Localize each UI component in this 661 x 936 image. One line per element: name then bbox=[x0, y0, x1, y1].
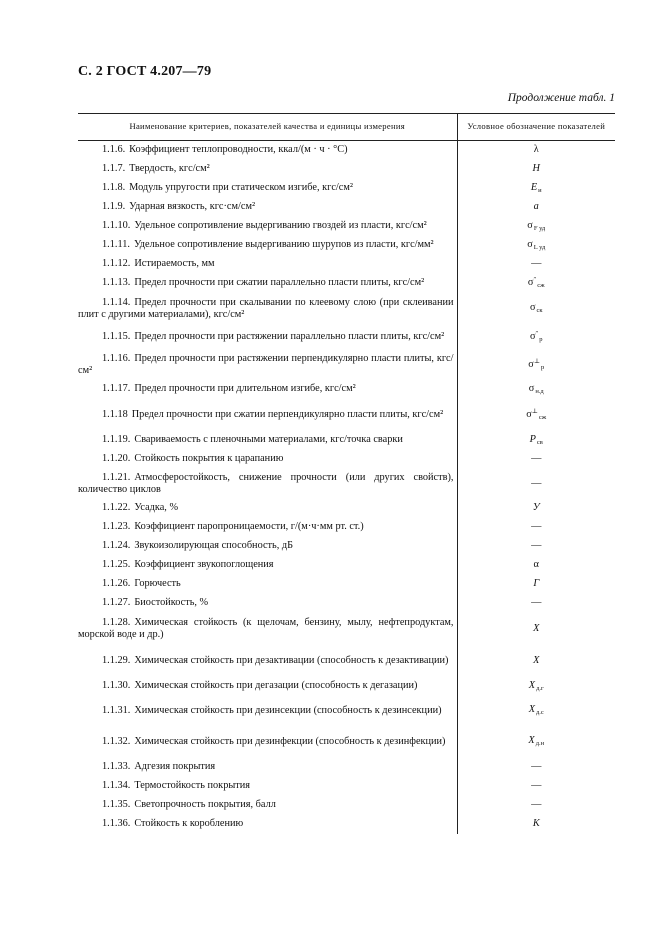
table-row bbox=[78, 518, 615, 537]
symbol-superscript: ⊥ bbox=[533, 357, 540, 365]
criterion-label: Звукоизолирующая способность, дБ bbox=[134, 540, 294, 552]
criterion-cell bbox=[78, 450, 457, 469]
criterion-number: 1.1.15. bbox=[102, 331, 131, 343]
criterion-text bbox=[78, 761, 454, 773]
criterion-text bbox=[78, 780, 454, 792]
symbol-base: a bbox=[533, 201, 539, 213]
symbol-value bbox=[534, 559, 539, 571]
symbol-cell bbox=[457, 537, 615, 556]
symbol-cell bbox=[457, 777, 615, 796]
criterion-cell bbox=[78, 236, 457, 255]
symbol-value bbox=[529, 680, 544, 692]
symbol-cell bbox=[457, 160, 615, 179]
symbol-value bbox=[531, 799, 541, 811]
symbol-cell bbox=[457, 217, 615, 236]
symbol-subscript: д.н bbox=[535, 740, 545, 748]
page-header: С. 2 ГОСТ 4.207—79 bbox=[78, 64, 212, 79]
criterion-cell bbox=[78, 594, 457, 613]
table-row bbox=[78, 274, 615, 293]
table-row bbox=[78, 350, 615, 380]
criterion-number: 1.1.25. bbox=[102, 559, 131, 571]
criterion-label: Твердость, кгс/см² bbox=[129, 163, 210, 175]
symbol-subscript: н.д bbox=[535, 387, 544, 395]
criterion-label: Светопрочность покрытия, балл bbox=[134, 799, 276, 811]
symbol-base: σ bbox=[529, 302, 536, 314]
criterion-label: Коэффициент звукопоглощения bbox=[134, 559, 274, 571]
symbol-cell bbox=[457, 325, 615, 350]
symbol-base: — bbox=[531, 799, 542, 811]
criterion-label: Предел прочности при скалывании по клеевому слою (при склеивании плит с другими материалами), кгс/см² bbox=[78, 296, 454, 320]
symbol-subscript: р bbox=[539, 336, 543, 344]
criterion-cell bbox=[78, 293, 457, 325]
symbol-value bbox=[530, 330, 543, 343]
criterion-cell bbox=[78, 726, 457, 758]
criterion-cell bbox=[78, 677, 457, 696]
symbol-cell bbox=[457, 518, 615, 537]
table-row bbox=[78, 613, 615, 645]
criterion-number: 1.1.21. bbox=[102, 471, 131, 483]
symbol-value bbox=[531, 761, 541, 773]
criterion-text bbox=[78, 799, 454, 811]
criterion-cell bbox=[78, 325, 457, 350]
symbol-cell bbox=[457, 431, 615, 450]
criterion-label: Коэффициент теплопроводности, ккал/(м · ч · °С) bbox=[129, 144, 348, 156]
symbol-cell bbox=[457, 726, 615, 758]
symbol-base: — bbox=[531, 477, 542, 489]
symbol-subscript: ск bbox=[536, 307, 543, 315]
symbol-value bbox=[531, 478, 541, 490]
criterion-text bbox=[78, 297, 454, 320]
symbol-superscript: ″ bbox=[535, 330, 539, 338]
criterion-cell bbox=[78, 815, 457, 834]
symbol-cell bbox=[457, 380, 615, 399]
symbol-cell bbox=[457, 796, 615, 815]
criterion-text bbox=[78, 502, 454, 514]
criterion-text bbox=[78, 453, 454, 465]
criterion-text bbox=[78, 540, 454, 552]
symbol-cell bbox=[457, 141, 615, 160]
symbol-cell bbox=[457, 575, 615, 594]
symbol-subscript: д.г bbox=[536, 684, 544, 692]
criterion-label: Химическая стойкость при дезинфекции (способность к дезинфекции) bbox=[134, 735, 446, 747]
criterion-text bbox=[78, 409, 454, 421]
symbol-cell bbox=[457, 499, 615, 518]
criterion-number: 1.1.18 bbox=[102, 408, 128, 420]
criterion-text bbox=[78, 182, 454, 194]
criterion-cell bbox=[78, 518, 457, 537]
table-row bbox=[78, 325, 615, 350]
symbol-value bbox=[531, 597, 541, 609]
criterion-number: 1.1.20. bbox=[102, 453, 131, 465]
criterion-label: Предел прочности при растяжении параллельно пласти плиты, кгс/см² bbox=[134, 331, 445, 343]
symbol-cell bbox=[457, 293, 615, 325]
symbol-subscript: F уд bbox=[533, 224, 546, 232]
symbol-base: σ bbox=[527, 277, 534, 289]
symbol-cell bbox=[457, 758, 615, 777]
criterion-text bbox=[78, 163, 454, 175]
criterion-number: 1.1.30. bbox=[102, 680, 131, 692]
criterion-cell bbox=[78, 758, 457, 777]
table-row bbox=[78, 796, 615, 815]
criterion-label: Усадка, % bbox=[134, 502, 179, 514]
symbol-base: — bbox=[531, 597, 542, 609]
criterion-number: 1.1.7. bbox=[102, 163, 126, 175]
criterion-cell bbox=[78, 160, 457, 179]
symbol-base: Г bbox=[533, 578, 540, 590]
table-row bbox=[78, 198, 615, 217]
symbol-cell bbox=[457, 236, 615, 255]
symbol-base: λ bbox=[533, 144, 539, 156]
criterion-cell bbox=[78, 431, 457, 450]
criterion-text bbox=[78, 521, 454, 533]
criterion-label: Горючесть bbox=[134, 578, 181, 590]
symbol-base: X bbox=[528, 704, 535, 716]
symbol-cell bbox=[457, 179, 615, 198]
table-row bbox=[78, 469, 615, 499]
table-row bbox=[78, 380, 615, 399]
table-row bbox=[78, 537, 615, 556]
criterion-text bbox=[78, 472, 454, 495]
symbol-superscript: ⊥ bbox=[531, 407, 538, 415]
criterion-label: Модуль упругости при статическом изгибе, кгс/см² bbox=[129, 182, 353, 194]
symbol-value bbox=[526, 408, 546, 421]
criterion-number: 1.1.8. bbox=[102, 182, 126, 194]
table-row bbox=[78, 399, 615, 431]
criterion-number: 1.1.32. bbox=[102, 735, 131, 747]
symbol-cell bbox=[457, 613, 615, 645]
symbol-value bbox=[533, 818, 540, 830]
symbol-base: σ bbox=[528, 358, 534, 370]
criterion-label: Химическая стойкость при дезинсекции (способность к дезинсекции) bbox=[134, 704, 442, 716]
criterion-number: 1.1.26. bbox=[102, 578, 131, 590]
symbol-base: σ bbox=[528, 382, 535, 394]
criterion-label: Адгезия покрытия bbox=[134, 761, 216, 773]
criterion-cell bbox=[78, 696, 457, 726]
symbol-base: P bbox=[529, 433, 536, 445]
criterion-number: 1.1.6. bbox=[102, 144, 126, 156]
symbol-subscript: д.с bbox=[535, 709, 544, 717]
symbol-value bbox=[531, 521, 541, 533]
table-continuation-label: Продолжение табл. 1 bbox=[507, 92, 615, 104]
criterion-label: Термостойкость покрытия bbox=[134, 780, 251, 792]
criterion-label: Стойкость покрытия к царапанию bbox=[134, 453, 284, 465]
criterion-text bbox=[78, 434, 454, 446]
criterion-label: Предел прочности при сжатии перпендикулярно пласти плиты, кгс/см² bbox=[131, 408, 444, 420]
column-header-name: Наименование критериев, показателей качества и единицы измерения bbox=[78, 114, 457, 141]
criterion-cell bbox=[78, 613, 457, 645]
table-row bbox=[78, 293, 615, 325]
symbol-base: У bbox=[532, 502, 540, 514]
criterion-cell bbox=[78, 380, 457, 399]
criterion-number: 1.1.12. bbox=[102, 258, 131, 270]
criterion-label: Химическая стойкость при дегазации (способность к дегазации) bbox=[134, 680, 418, 692]
criterion-text bbox=[78, 383, 454, 395]
criterion-cell bbox=[78, 796, 457, 815]
symbol-base: X bbox=[528, 735, 535, 747]
criterion-text bbox=[78, 597, 454, 609]
criterion-label: Удельное сопротивление выдергиванию гвоздей из пласти, кгс/см² bbox=[134, 220, 427, 232]
symbol-value bbox=[529, 704, 544, 716]
symbol-base: — bbox=[531, 780, 542, 792]
criterion-cell bbox=[78, 469, 457, 499]
criterion-number: 1.1.33. bbox=[102, 761, 131, 773]
criterion-cell bbox=[78, 141, 457, 160]
table-row bbox=[78, 217, 615, 236]
symbol-base: X bbox=[533, 622, 540, 634]
table-row bbox=[78, 758, 615, 777]
symbol-value bbox=[527, 239, 545, 251]
criterion-number: 1.1.14. bbox=[102, 296, 131, 308]
symbol-value bbox=[533, 578, 539, 590]
criterion-cell bbox=[78, 645, 457, 677]
symbol-base: X bbox=[528, 679, 536, 691]
criterion-text bbox=[78, 578, 454, 590]
symbol-base: E bbox=[530, 181, 538, 193]
criterion-label: Свариваемость с пленочными материалами, кгс/точка сварки bbox=[134, 434, 403, 446]
criterion-cell bbox=[78, 179, 457, 198]
criterion-text bbox=[78, 655, 454, 667]
criterion-number: 1.1.31. bbox=[102, 704, 131, 716]
criterion-number: 1.1.36. bbox=[102, 818, 131, 830]
symbol-base: σ bbox=[527, 219, 533, 231]
criterion-text bbox=[78, 680, 454, 692]
symbol-cell bbox=[457, 450, 615, 469]
table-row bbox=[78, 594, 615, 613]
criterion-number: 1.1.10. bbox=[102, 220, 131, 232]
criterion-text bbox=[78, 277, 454, 289]
symbol-subscript: сж bbox=[538, 413, 547, 421]
symbol-value bbox=[533, 502, 540, 514]
criterion-label: Атмосферостойкость, снижение прочности (или других свойств), количество циклов bbox=[78, 471, 454, 495]
symbol-value bbox=[528, 358, 544, 371]
criterion-label: Предел прочности при растяжении перпендикулярно пласти плиты, кгс/см² bbox=[78, 352, 454, 376]
symbol-cell bbox=[457, 677, 615, 696]
criterion-number: 1.1.24. bbox=[102, 540, 131, 552]
table-row bbox=[78, 556, 615, 575]
symbol-base: — bbox=[531, 540, 542, 552]
criterion-label: Химическая стойкость при дезактивации (способность к дезактивации) bbox=[134, 654, 449, 666]
criterion-cell bbox=[78, 350, 457, 380]
table-row bbox=[78, 645, 615, 677]
criterion-number: 1.1.13. bbox=[102, 277, 131, 289]
table-row bbox=[78, 141, 615, 160]
symbol-cell bbox=[457, 594, 615, 613]
criterion-number: 1.1.35. bbox=[102, 799, 131, 811]
criterion-text bbox=[78, 736, 454, 748]
symbol-value bbox=[529, 383, 544, 395]
criterion-label: Истираемость, мм bbox=[134, 258, 215, 270]
table-row bbox=[78, 575, 615, 594]
symbol-value bbox=[531, 258, 541, 270]
criterion-label: Коэффициент паропроницаемости, г/(м·ч·мм рт. ст.) bbox=[134, 521, 364, 533]
symbol-value bbox=[530, 434, 543, 446]
criterion-cell bbox=[78, 274, 457, 293]
symbol-value bbox=[527, 220, 545, 232]
table-row bbox=[78, 431, 615, 450]
criterion-cell bbox=[78, 499, 457, 518]
symbol-base: H bbox=[532, 163, 540, 175]
criterion-cell bbox=[78, 575, 457, 594]
criterion-number: 1.1.28. bbox=[102, 616, 131, 628]
symbol-value bbox=[531, 182, 542, 194]
criterion-cell bbox=[78, 777, 457, 796]
criterion-label: Предел прочности при длительном изгибе, кгс/см² bbox=[134, 383, 356, 395]
symbol-base: σ bbox=[527, 238, 533, 250]
criterion-text bbox=[78, 201, 454, 213]
table-row bbox=[78, 160, 615, 179]
symbol-subscript: св bbox=[536, 438, 543, 446]
symbol-subscript: сж bbox=[537, 282, 545, 290]
symbol-base: σ bbox=[529, 331, 536, 343]
symbol-base: X bbox=[533, 654, 540, 666]
table-row bbox=[78, 696, 615, 726]
criterion-label: Предел прочности при сжатии параллельно пласти плиты, кгс/см² bbox=[134, 277, 425, 289]
symbol-cell bbox=[457, 399, 615, 431]
criterion-cell bbox=[78, 255, 457, 274]
symbol-cell bbox=[457, 815, 615, 834]
column-header-symbol: Условное обозначение показателей bbox=[457, 114, 615, 141]
symbol-value bbox=[530, 302, 543, 314]
table-row bbox=[78, 450, 615, 469]
table-row bbox=[78, 677, 615, 696]
table-row bbox=[78, 255, 615, 274]
table-row bbox=[78, 726, 615, 758]
table-header-row bbox=[78, 114, 615, 141]
symbol-cell bbox=[457, 645, 615, 677]
symbol-value bbox=[528, 276, 545, 289]
criteria-table bbox=[78, 113, 615, 834]
table-body bbox=[78, 141, 615, 834]
criterion-number: 1.1.34. bbox=[102, 780, 131, 792]
criterion-cell bbox=[78, 537, 457, 556]
criterion-number: 1.1.17. bbox=[102, 383, 131, 395]
criterion-text bbox=[78, 617, 454, 640]
symbol-value bbox=[531, 540, 541, 552]
table-row bbox=[78, 499, 615, 518]
criterion-cell bbox=[78, 198, 457, 217]
symbol-value bbox=[531, 780, 541, 792]
symbol-base: — bbox=[531, 521, 542, 533]
symbol-value bbox=[533, 623, 539, 635]
symbol-cell bbox=[457, 274, 615, 293]
symbol-cell bbox=[457, 255, 615, 274]
criterion-number: 1.1.9. bbox=[102, 201, 126, 213]
criterion-text bbox=[78, 144, 454, 156]
criterion-text bbox=[78, 258, 454, 270]
criterion-text bbox=[78, 818, 454, 830]
criterion-number: 1.1.27. bbox=[102, 597, 131, 609]
symbol-subscript: L уд bbox=[533, 243, 546, 251]
symbol-cell bbox=[457, 198, 615, 217]
symbol-value bbox=[533, 655, 539, 667]
criterion-number: 1.1.23. bbox=[102, 521, 131, 533]
symbol-subscript: и bbox=[538, 186, 542, 194]
symbol-cell bbox=[457, 350, 615, 380]
table-row bbox=[78, 236, 615, 255]
symbol-base: α bbox=[533, 559, 539, 571]
criterion-text bbox=[78, 331, 454, 343]
criterion-cell bbox=[78, 217, 457, 236]
criterion-label: Химическая стойкость (к щелочам, бензину, мылу, нефтепродуктам, морской воде и др.) bbox=[78, 616, 454, 640]
criterion-label: Удельное сопротивление выдергиванию шурупов из пласти, кгс/мм² bbox=[133, 239, 434, 251]
criterion-number: 1.1.11. bbox=[102, 239, 130, 251]
criterion-text bbox=[78, 220, 454, 232]
symbol-base: — bbox=[531, 761, 542, 773]
criterion-label: Ударная вязкость, кгс·см/см² bbox=[129, 201, 256, 213]
symbol-cell bbox=[457, 696, 615, 726]
symbol-value bbox=[533, 163, 540, 175]
criterion-cell bbox=[78, 399, 457, 431]
criterion-text bbox=[78, 559, 454, 571]
criterion-number: 1.1.19. bbox=[102, 434, 131, 446]
symbol-base: σ bbox=[526, 408, 532, 420]
criterion-number: 1.1.16. bbox=[102, 352, 131, 364]
criterion-text bbox=[78, 239, 454, 251]
symbol-value bbox=[528, 735, 544, 747]
criterion-label: Биостойкость, % bbox=[134, 597, 209, 609]
criterion-number: 1.1.22. bbox=[102, 502, 131, 514]
symbol-cell bbox=[457, 556, 615, 575]
criterion-text bbox=[78, 353, 454, 376]
criterion-text bbox=[78, 705, 454, 717]
symbol-value bbox=[531, 453, 541, 465]
table-row bbox=[78, 777, 615, 796]
symbol-subscript: р bbox=[540, 363, 545, 371]
table-row bbox=[78, 179, 615, 198]
symbol-base: — bbox=[531, 258, 542, 270]
symbol-cell bbox=[457, 469, 615, 499]
criterion-label: Стойкость к короблению bbox=[134, 818, 244, 830]
symbol-value bbox=[534, 144, 539, 156]
symbol-base: — bbox=[531, 453, 542, 465]
symbol-base: K bbox=[532, 818, 540, 830]
criterion-cell bbox=[78, 556, 457, 575]
criterion-number: 1.1.29. bbox=[102, 654, 131, 666]
symbol-superscript: ″ bbox=[533, 276, 537, 284]
symbol-value bbox=[534, 201, 539, 213]
table-row bbox=[78, 815, 615, 834]
